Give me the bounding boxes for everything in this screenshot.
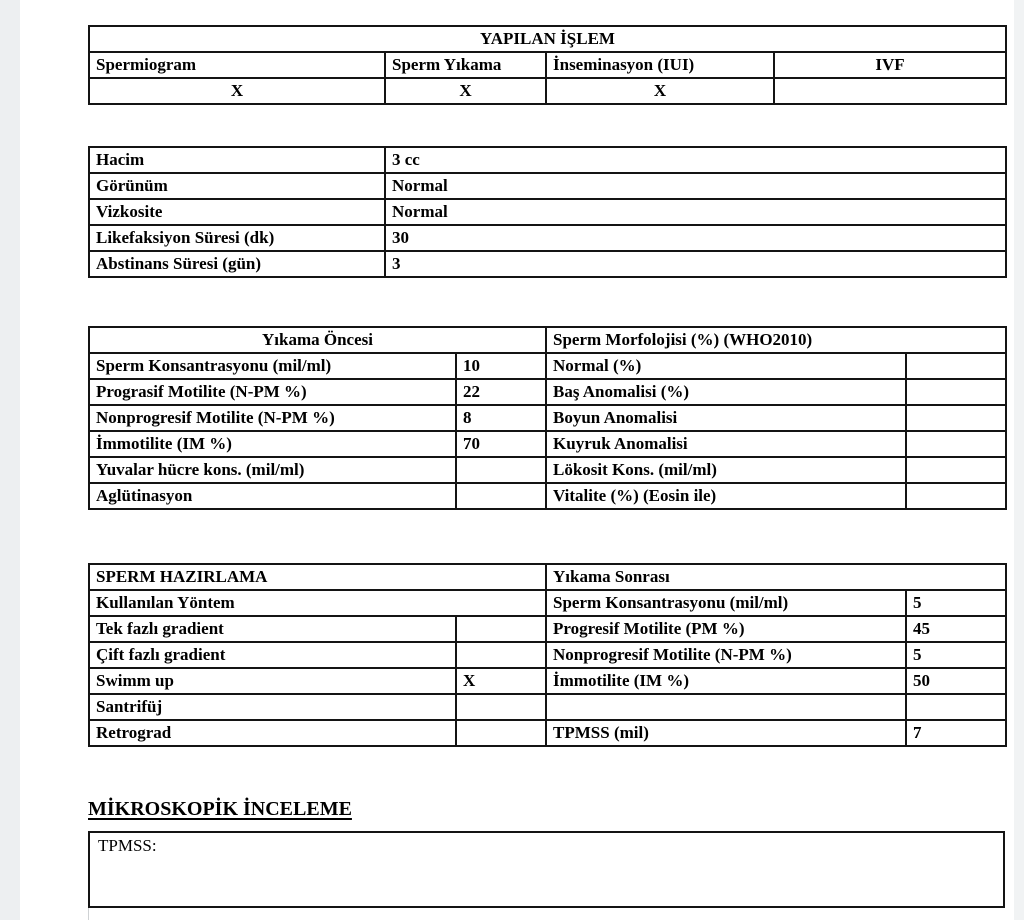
cell-value: 5 <box>906 642 1006 668</box>
cell-label: Retrograd <box>89 720 456 746</box>
cell-value <box>906 379 1006 405</box>
cell-label: Boyun Anomalisi <box>546 405 906 431</box>
cell-value: 3 <box>385 251 1006 277</box>
preparation-and-post-wash-table <box>88 563 1007 747</box>
cell-value <box>906 457 1006 483</box>
table-row <box>89 642 1006 668</box>
screen-edge-right <box>1014 0 1024 920</box>
morphology-title: Sperm Morfolojisi (%) (WHO2010) <box>546 327 1006 353</box>
cell-value: 50 <box>906 668 1006 694</box>
cell-label: Swimm up <box>89 668 456 694</box>
cell-value <box>906 353 1006 379</box>
cell-value: 3 cc <box>385 147 1006 173</box>
table-row <box>89 26 1006 52</box>
cell-label: Sperm Konsantrasyonu (mil/ml) <box>546 590 906 616</box>
cell-label: Vitalite (%) (Eosin ile) <box>546 483 906 509</box>
cell-label: Görünüm <box>89 173 385 199</box>
cell-value: 10 <box>456 353 546 379</box>
cell-value: Normal <box>385 173 1006 199</box>
cell-label: Abstinans Süresi (gün) <box>89 251 385 277</box>
table-row <box>89 668 1006 694</box>
cell-label: Progresif Motilite (PM %) <box>546 616 906 642</box>
cell-label: Nonprogresif Motilite (N-PM %) <box>89 405 456 431</box>
table-row <box>89 483 1006 509</box>
sample-table <box>88 146 1007 278</box>
cell-value: 30 <box>385 225 1006 251</box>
column-header-sperm-yikama: Sperm Yıkama <box>385 52 546 78</box>
cell-value-sperm-yikama: X <box>385 78 546 104</box>
pre-wash-title: Yıkama Öncesi <box>89 327 546 353</box>
cell-label <box>546 694 906 720</box>
cell-value <box>456 642 546 668</box>
cell-label: Vizkosite <box>89 199 385 225</box>
table-row <box>89 199 1006 225</box>
cell-value <box>906 694 1006 720</box>
cell-value <box>456 457 546 483</box>
microscopic-examination-heading: MİKROSKOPİK İNCELEME <box>88 798 352 820</box>
table-row <box>89 353 1006 379</box>
column-header-inseminasyon: İnseminasyon (IUI) <box>546 52 774 78</box>
table-row <box>89 379 1006 405</box>
preparation-subtitle: Kullanılan Yöntem <box>89 590 546 616</box>
cell-label: Aglütinasyon <box>89 483 456 509</box>
cell-value-ivf <box>774 78 1006 104</box>
cell-label: Çift fazlı gradient <box>89 642 456 668</box>
cell-value <box>456 694 546 720</box>
cell-label: Tek fazlı gradient <box>89 616 456 642</box>
preparation-title: SPERM HAZIRLAMA <box>89 564 546 590</box>
cell-value-spermiogram: X <box>89 78 385 104</box>
cell-value <box>906 405 1006 431</box>
table-row <box>89 720 1006 746</box>
pre-wash-and-morphology-table <box>88 326 1007 510</box>
column-header-spermiogram: Spermiogram <box>89 52 385 78</box>
column-header-ivf: IVF <box>774 52 1006 78</box>
table-row <box>89 78 1006 104</box>
cell-value: 7 <box>906 720 1006 746</box>
cell-label: Sperm Konsantrasyonu (mil/ml) <box>89 353 456 379</box>
cell-value <box>456 720 546 746</box>
table-row <box>89 694 1006 720</box>
post-wash-title: Yıkama Sonrası <box>546 564 1006 590</box>
table-row <box>89 457 1006 483</box>
cell-label: Hacim <box>89 147 385 173</box>
cell-label: TPMSS (mil) <box>546 720 906 746</box>
cell-label: Nonprogresif Motilite (N-PM %) <box>546 642 906 668</box>
table-row <box>89 225 1006 251</box>
process-table-title: YAPILAN İŞLEM <box>89 26 1006 52</box>
cell-value: 5 <box>906 590 1006 616</box>
cell-value: Normal <box>385 199 1006 225</box>
cell-label: İmmotilite (IM %) <box>89 431 456 457</box>
table-row <box>89 431 1006 457</box>
cell-label: Kuyruk Anomalisi <box>546 431 906 457</box>
cell-value: X <box>456 668 546 694</box>
cell-value: 45 <box>906 616 1006 642</box>
microscopic-note-box <box>88 831 1005 908</box>
table-row <box>89 147 1006 173</box>
table-row <box>89 590 1006 616</box>
cell-label: Santrifüj <box>89 694 456 720</box>
cell-label: Normal (%) <box>546 353 906 379</box>
cell-value <box>906 483 1006 509</box>
cell-value <box>456 616 546 642</box>
tpmss-note-label: TPMSS: <box>98 836 157 855</box>
table-row <box>89 173 1006 199</box>
cell-value: 22 <box>456 379 546 405</box>
cell-label: Lökosit Kons. (mil/ml) <box>546 457 906 483</box>
cell-label: Prograsif Motilite (N-PM %) <box>89 379 456 405</box>
table-row <box>89 251 1006 277</box>
table-row <box>89 52 1006 78</box>
cell-label: İmmotilite (IM %) <box>546 668 906 694</box>
cell-value: 70 <box>456 431 546 457</box>
table-row <box>89 327 1006 353</box>
cell-label: Yuvalar hücre kons. (mil/ml) <box>89 457 456 483</box>
process-table <box>88 25 1007 105</box>
cell-value: 8 <box>456 405 546 431</box>
table-row <box>89 405 1006 431</box>
table-row <box>89 564 1006 590</box>
cell-value <box>456 483 546 509</box>
screen-edge-left <box>0 0 20 920</box>
table-row <box>89 616 1006 642</box>
cell-label: Baş Anomalisi (%) <box>546 379 906 405</box>
cell-label: Likefaksiyon Süresi (dk) <box>89 225 385 251</box>
cell-value <box>906 431 1006 457</box>
cell-value-inseminasyon: X <box>546 78 774 104</box>
